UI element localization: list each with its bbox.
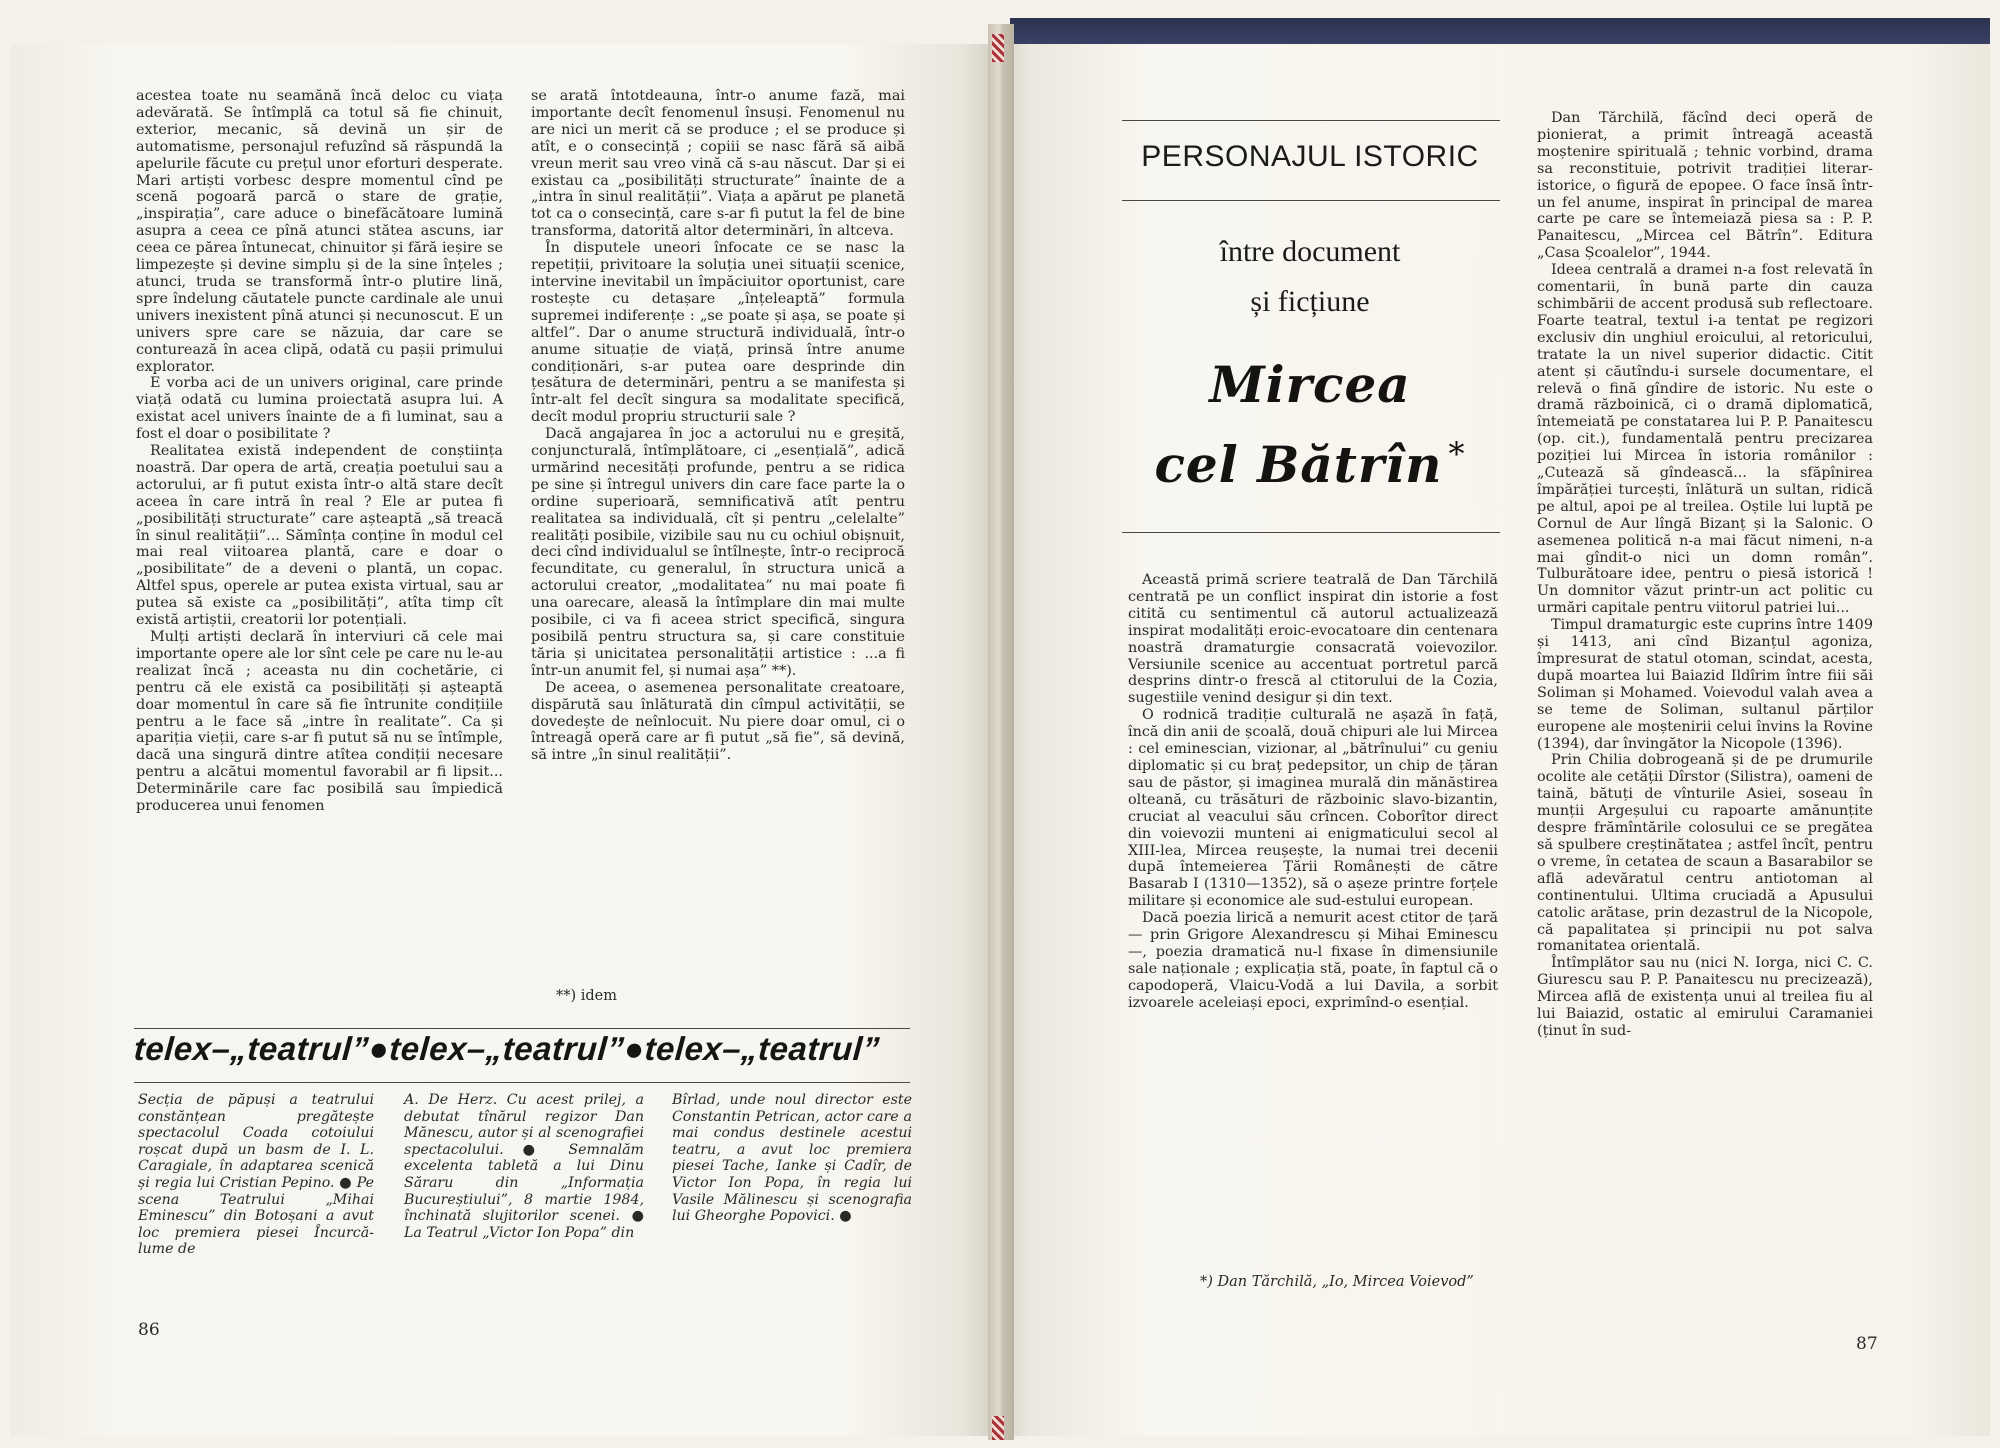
telex-column-1: Secția de păpuși a teatrului constănțean pregătește spectacolul Coada cotoiului roșcat după un basm de I. L. Caragiale, în adaptarea scenică și regia lui Cristian Pepino. ● Pe scena Teatrului „Mihai Eminescu” din Botoșani a avut loc premiera piesei Încurcă-lume de [138,1092,374,1258]
article-subtitle-line1: între document [1219,235,1401,268]
section-kicker: PERSONAJUL ISTORIC [1141,140,1479,173]
paragraph: Întîmplător sau nu (nici N. Iorga, nici C. C. Giurescu sau P. P. Panaitescu nu precizează), Mircea află de existența unui al treilea fiu al lui Baiazid, ostatic al emirului Caramaniei (ținut în sud- [1537,955,1873,1039]
left-column-1 [136,88,503,815]
article-subtitle-line2: și ficțiune [1250,285,1370,318]
article-title-line2 [1120,435,1500,494]
paragraph: În disputele uneori înfocate ce se nasc la repetiții, privitoare la soluția unei situații scenice, intervine inevitabil un împăciuitor oportunist, care rostește cu detașare „înțeleaptă” formula supremei indiferențe : „se poate și așa, se poate și altfel”. Dar o anume structură individuală, într-o anume situație de viață, prinsă între anume condiționări, s-ar putea oare desprinde din țesătura de determinări, pentru a se manifesta și într-alt fel decît singura sa modalitate specifică, decît modul propriu structurii sale ? [531,240,905,426]
paragraph: Prin Chilia dobrogeană și de pe drumurile ocolite ale cetății Dîrstor (Silistra), oameni de taină, bătuți de vînturile Asiei, soseau în munții Argeșului cu rapoarte amănunțite despre frămîntările colosului ce se pregătea să spulbere creștinătatea ; astfel încît, pentru o vreme, în cetatea de scaun a Basarabilor se află adevăratul centru antiotoman al continentului. Ultima cruciadă a Apusului catolic arătase, prin dezastrul de la Nicopole, că papalitatea și principii nu pot salva romanitatea orientală. [1537,752,1873,955]
paragraph: se arată întotdeauna, într-o anume fază, mai importante decît fenomenul însuși. Fenomenul nu are nici un merit că se produce ; el se produce și atît, e o consecință ; copiii se nasc fără să aibă vreun merit sau vreo vină că s-au născut. Dar și ei existau ca „posibilități structurate” înainte de a „intra în sinul realității”. Viața a apărut pe planetă tot ca o consecință, care s-ar fi putut la fel de bine transforma, datorită altor determinări, în altceva. [531,88,905,240]
paragraph: Ideea centrală a dramei n-a fost relevată în comentarii, în bună parte din cauza schimbării de accent produsă sub reflectoare. Foarte teatral, textul i-a tentat pe regizori exclusiv din unghiul eroicului, al retoricului, tratate la un nivel superior didactic. Citit atent și căutîndu-i sursele documentare, el relevă o fină gîndire de istoric. Nu este o dramă războinică, ci o dramă diplomatică, întemeiată pe constatarea lui P. P. Panaitescu (op. cit.), fundamentală pentru precizarea poziției lui Mircea în istoria românilor : „Cutează să gîndească... la sfăpînirea împărăției turcești, înlătură un sultan, ridică pe altul, apoi pe al treilea. Oștile lui luptă pe Cornul de Aur lîngă Bizanț și la Salonic. O asemenea politică n-a mai făcut nimeni, n-a mai gîndit-o nici un domn român”. Tulburătoare idee, pentru o piesă istorică ! Un domnitor văzut printr-un act politic cu urmări capitale pentru viitorul patriei lui... [1537,262,1873,617]
paragraph: acestea toate nu seamănă încă deloc cu viața adevărată. Se întîmplă ca totul să fie chinuit, exterior, mecanic, să devină un șir de automatisme, personajul refuzînd să răspundă la apelurile făcute cu prețul unor eforturi desperate. Mari artiști vorbesc despre momentul cînd pe scenă pogoară parcă o stare de grație, „inspirația”, care aduce o binefăcătoare lumină asupra a ceea ce pînă atunci stătea ascuns, iar ceea ce părea întunecat, chinuitor și fără ieșire se limpezește și devine simplu și de la sine înțeles ; atunci, truda se transformă într-o plutire lină, spre îndelung căutatele puncte cardinale ale unui univers inexistent pînă atunci și necunoscut. E un univers spre care se năzuia, dar care se conturează în acea clipă, odată cu pașii primului explorator. [136,88,503,375]
paragraph: Această primă scriere teatrală de Dan Tărchilă centrată pe un conflict inspirat din istorie a fost citită cu sentimentul că autorul actualizează inspirat modalități eroic-evocatoare din centenara noastră dramaturgie consacrată voievozilor. Versiunile scenice au accentuat portretul parcă desprins dintr-o frescă al ctitorului de la Cozia, sugestiile venind desigur și din text. [1128,572,1498,707]
title-text: cel Bătrîn [1154,435,1443,494]
bookmark-ribbon-top [992,34,1004,62]
paragraph: De aceea, o asemenea personalitate creatoare, dispărută sau înlăturată din cîmpul activității, se dovedește de neînlocuit. Nu piere doar omul, ci o întreagă operă care ar fi putut „să fie”, să devină, să intre „în sinul realității”. [531,679,905,764]
footnote-mark: * [1448,435,1466,473]
heading-rule-mid [1122,200,1500,201]
paragraph: Dacă angajarea în joc a actorului nu e greșită, conjuncturală, întîmplătoare, ci „esențială”, adică urmărind necesități profunde, pentru a se ridica pe sine și întregul univers din care face parte la o ordine superioară, semnificativă atît pentru realitatea sa individuală, cît și pentru „celelalte” realități posibile, vizibile sau nu cu ochiul obișnuit, deci cînd individualul se întîlnește, într-o reciprocă fecunditate, cu generalul, în structura unică a actorului creator, „modalitatea” nu mai poate fi una oarecare, aleasă la întîmplare din mai multe posibile, ci va fi aceea strict specifică, singura posibilă pentru structura sa, și care constituie tăria și unicitatea personalității artistice : ...a fi într-un anumit fel, și numai așa” **). [531,426,905,679]
page-number-left: 86 [138,1320,160,1340]
telex-banner: telex–„teatrul”●telex–„teatrul”●telex–„teatrul” [132,1030,881,1067]
heading-rule-top [1122,120,1500,121]
paragraph: Mulți artiști declară în interviuri că cele mai importante opere ale lor sînt cele pe care nu le-au realizat încă ; aceasta nu din cochetărie, ci pentru că ele există ca posibilități și așteaptă doar momentul în care să fie întrunite condițiile pentru a le face să „intre în realitate”. Ca și apariția vieții, care s-ar fi putut să nu se întîmple, dacă una singură dintre atîtea condiții necesare pentru a alcătui momentul favorabil ar fi lipsit... Determinările care fac posibilă sau împiedică producerea unui fenomen [136,629,503,815]
paragraph: Timpul dramaturgic este cuprins între 1409 și 1413, ani cînd Bizanțul agoniza, împresurat de statul otoman, scindat, acesta, după moartea lui Baiazid Ildîrim între fiii săi Soliman și Mohamed. Voievodul valah avea a se teme de Soliman, sultanul părților europene ale moștenirii celui învins la Rovine (1394), dar învingător la Nicopole (1396). [1537,617,1873,752]
page-number-right: 87 [1856,1334,1878,1354]
paragraph: Realitatea există independent de conștiința noastră. Dar opera de artă, creația poetului sau a actorului, ar fi putut exista într-o altă stare decît aceea în care intră în real ? Ele ar putea fi „posibilități structurate” care așteaptă „să treacă în sinul realității”... Sămînța conține în modul cel mai real viitoarea plantă, care e doar o „posibilitate” de a deveni o plantă, un copac. Altfel spus, operele ar putea exista virtual, sau ar putea să existe ca „posibilități”, atîta timp cît există artiștii, creatorii lor potențiali. [136,443,503,629]
left-footnote: **) idem [556,988,618,1004]
telex-rule-bottom [134,1082,910,1083]
paragraph: O rodnică tradiție culturală ne așază în față, încă din anii de școală, două chipuri ale lui Mircea : cel eminescian, vizionar, al „bătrînului” cu geniu diplomatic și cu braț pedepsitor, un chip de țăran sau de păstor, și imaginea murală din mănăstirea olteană, cu trăsături de războinic slavo-bizantin, cruciat al veacului său crîncen. Coborîtor direct din voievozii munteni ai enigmaticului secol al XIII-lea, Mircea reușește, la numai trei decenii după întemeierea Țării Românești de către Basarab I (1310—1352), să o așeze printre forțele militare și economice ale sud-estului european. [1128,707,1498,910]
right-column-1 [1128,572,1498,1012]
paragraph: Dacă poezia lirică a nemurit acest ctitor de țară — prin Grigore Alexandrescu și Mihai Eminescu —, poezia dramatică nu-l fixase în dimensiunile sale naționale ; explicația stă, poate, în faptul că o capodoperă, Vlaicu-Vodă a lui Davila, a sorbit izvoarele aceleiași epoci, exprimînd-o esențial. [1128,910,1498,1011]
right-footnote: *) Dan Tărchilă, „Io, Mircea Voievod” [1200,1274,1474,1290]
right-column-2 [1537,110,1873,1040]
telex-rule-top [134,1028,910,1029]
paragraph: Dan Tărchilă, făcînd deci operă de pionierat, a primit întreagă această moștenire spirituală ; tehnic vorbind, drama sa reconstituie, potrivit tradiției literar-istorice, o figură de epopee. O face însă într-un fel anume, inspirat în principal de marea carte pe care se întemeiază piesa sa : P. P. Panaitescu, „Mircea cel Bătrîn”. Editura „Casa Școalelor”, 1944. [1537,110,1873,262]
left-column-2 [531,88,905,764]
heading-rule-bottom [1122,532,1500,533]
article-title-line1: Mircea [1209,355,1411,414]
book-spine [988,24,1014,1440]
telex-column-3: Bîrlad, unde noul director este Constantin Petrican, actor care a mai condus destinele acestui teatru, a avut loc premiera piesei Tache, Ianke și Cadîr, de Victor Ion Popa, în regia lui Vasile Mălinescu și scenografia lui Gheorghe Popovici. ● [672,1092,912,1225]
telex-column-2: A. De Herz. Cu acest prilej, a debutat tînărul regizor Dan Mănescu, autor și al scenografiei spectacolului. ● Semnalăm excelenta tabletă a lui Dinu Săraru din „Informația Bucureștiului”, 8 martie 1984, închinată slujitorilor scenei. ● La Teatrul „Victor Ion Popa” din [404,1092,644,1241]
bookmark-ribbon-bottom [992,1416,1004,1440]
paragraph: E vorba aci de un univers original, care prinde viață odată cu lumina proiectată asupra lui. A existat acel univers înainte de a fi luminat, sau a fost el doar o posibilitate ? [136,375,503,443]
